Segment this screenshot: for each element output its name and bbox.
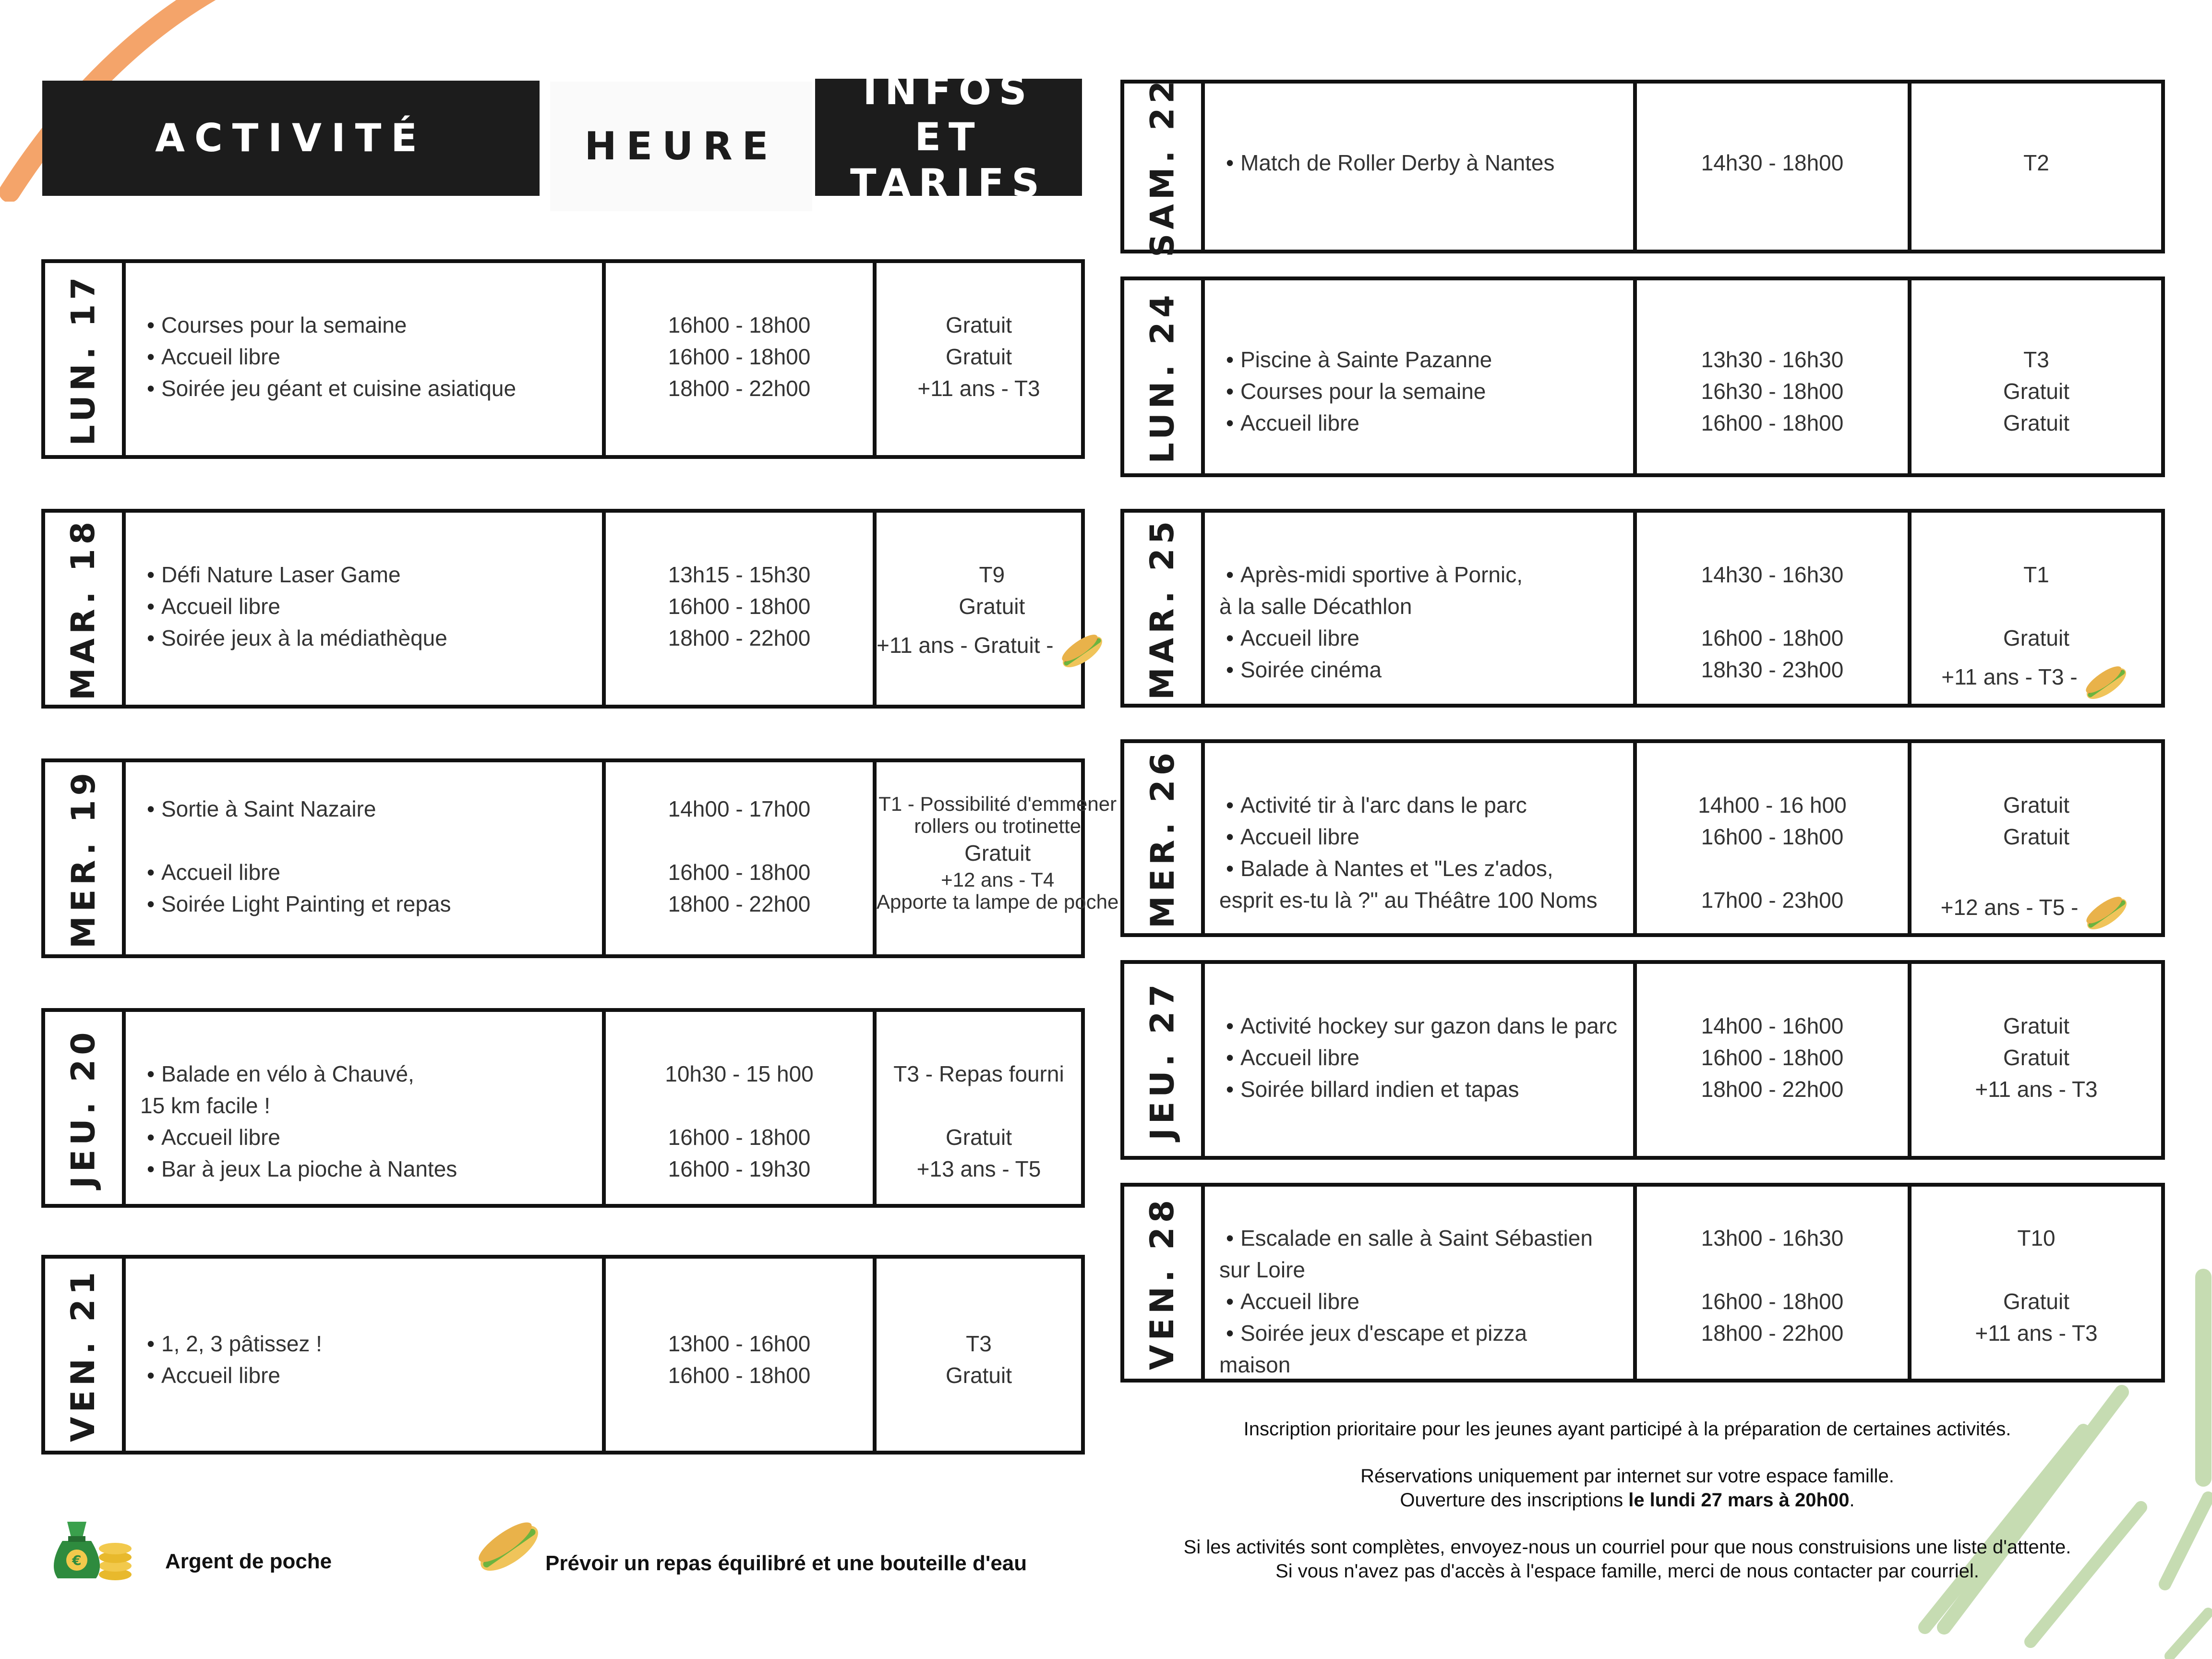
day-label: JEU. 27 [1143,979,1182,1141]
info-item: Gratuit [2003,1013,2070,1038]
time-item: 16h00 - 18h00 [668,860,811,885]
activity-item: • Accueil libre [140,341,602,373]
info-item: Gratuit [2003,824,2070,849]
info-item: T3 - Repas fourni [893,1061,1064,1086]
times-cell [1633,1187,1908,1379]
time-item: 18h00 - 22h00 [668,625,811,650]
schedule-row [1120,739,2165,937]
time-item: 16h00 - 18h00 [668,313,811,337]
info-item: Gratuit [2003,625,2070,650]
activity-item: • Soirée jeux à la médiathèque [140,622,602,654]
time-item: 16h00 - 18h00 [668,344,811,369]
day-label: VEN. 21 [64,1267,103,1442]
note-full-line2: Si vous n'avez pas d'accès à l'espace famille, merci de nous contacter par courriel. [1275,1561,1979,1582]
time-item: 18h00 - 22h00 [1701,1077,1844,1102]
schedule-row [1120,1183,2165,1382]
time-item: 16h00 - 18h00 [668,594,811,619]
time-item: 16h00 - 19h30 [668,1156,811,1181]
legend-money-label: Argent de poche [165,1550,332,1573]
activity-item: • Balade à Nantes et "Les z'ados, [1219,853,1633,884]
header-heure: HEURE [550,82,812,211]
times-cell [1633,964,1908,1156]
infos-cell [873,263,1081,455]
time-item: 13h00 - 16h30 [1701,1226,1844,1250]
activity-item: esprit es-tu là ?" au Théâtre 100 Noms [1219,888,1598,913]
note-reservations: Réservations uniquement par internet sur votre espace famille. [1360,1466,1894,1487]
infos-cell [1908,743,2161,933]
info-item: +11 ans - T3 [1975,1077,2098,1102]
note-opening: Ouverture des inscriptions le lundi 27 mars à 20h00. [1400,1490,1855,1511]
day-label: VEN. 28 [1143,1195,1182,1370]
infos-cell [873,762,1118,954]
activity-item: • Soirée cinéma [1219,654,1633,685]
activity-item: • Courses pour la semaine [1219,375,1633,407]
activities-cell [1201,280,1633,473]
time-item: 16h00 - 18h00 [1701,1289,1844,1314]
times-cell [1633,743,1908,933]
time-item: 13h00 - 16h00 [668,1331,811,1356]
activity-item: • Accueil libre [1219,622,1633,654]
schedule-row [41,259,1085,459]
sandwich-icon [473,1512,545,1584]
info-item: Gratuit [945,344,1012,369]
schedule-row [1120,276,2165,477]
time-item: 10h30 - 15 h00 [665,1061,814,1086]
info-item: +12 ans - T4 [941,868,1055,891]
info-item: Gratuit [964,841,1031,866]
activities-cell [1201,84,1633,250]
svg-text:€: € [72,1552,82,1568]
activities-cell [122,762,602,954]
time-item: 14h00 - 16h00 [1701,1013,1844,1038]
schedule-row [41,1008,1085,1208]
time-item: 16h00 - 18h00 [1701,625,1844,650]
time-item: 13h30 - 16h30 [1701,347,1844,372]
times-cell [602,762,873,954]
infos-cell [1908,964,2161,1156]
info-item: Gratuit [2003,1045,2070,1070]
day-label: SAM. 22 [1143,76,1182,257]
activity-item: • Après-midi sportive à Pornic, [1219,559,1633,590]
infos-cell [873,1259,1081,1451]
infos-cell [1908,1187,2161,1379]
money-bag-icon [43,1512,134,1584]
schedule-row [1120,509,2165,708]
activities-cell [1201,964,1633,1156]
time-item: 16h00 - 18h00 [1701,824,1844,849]
activity-item: • Accueil libre [140,590,602,622]
activity-item: sur Loire [1219,1257,1305,1282]
schedule-row [41,758,1119,958]
note-full-line1: Si les activités sont complètes, envoyez-nous un courriel pour que nous construisions une liste d'attente. [1183,1537,2071,1558]
activity-item: à la salle Décathlon [1219,594,1412,619]
infos-cell [873,1012,1081,1204]
info-item: Apporte ta lampe de poche [877,890,1119,913]
info-item: Gratuit [945,313,1012,337]
sandwich-icon [2081,659,2131,709]
activity-item: • Accueil libre [1219,821,1633,853]
activity-item: • Soirée jeu géant et cuisine asiatique [140,373,602,404]
info-item: Gratuit [2003,410,2070,435]
info-item: +11 ans - T3 - [1911,654,2161,704]
activities-cell [1201,1187,1633,1379]
info-item: Gratuit [959,594,1025,619]
info-item: +12 ans - T5 - [1911,884,2161,934]
activity-item: • Accueil libre [1219,1042,1633,1073]
sandwich-icon [1058,627,1107,677]
activity-item: • Accueil libre [1219,407,1633,439]
info-item: +11 ans - T3 [917,376,1040,401]
activities-cell [1201,513,1633,704]
note-priority: Inscription prioritaire pour les jeunes ayant participé à la préparation de certaines activités. [1243,1419,2011,1440]
times-cell [1633,513,1908,704]
day-label: MER. 19 [64,768,103,949]
info-item: +13 ans - T5 [916,1156,1041,1181]
schedule-row [41,1255,1085,1455]
day-label: MAR. 25 [1143,517,1182,700]
info-item: T1 - Possibilité d'emmener [878,793,1117,815]
time-item: 16h00 - 18h00 [668,1125,811,1150]
header-activite: ACTIVITÉ [42,81,540,196]
times-cell [1633,280,1908,473]
time-item: 14h30 - 18h00 [1701,150,1844,175]
activity-item: • Activité hockey sur gazon dans le parc [1219,1010,1633,1042]
times-cell [602,1012,873,1204]
sandwich-icon [2082,889,2132,939]
activity-item: • Sortie à Saint Nazaire [140,793,602,825]
time-item: 18h30 - 23h00 [1701,657,1844,682]
times-cell [602,1259,873,1451]
activity-item: • 1, 2, 3 pâtissez ! [140,1328,602,1359]
activities-cell [122,1259,602,1451]
time-item: 18h00 - 22h00 [668,891,811,916]
activities-cell [122,1012,602,1204]
time-item: 16h00 - 18h00 [1701,410,1844,435]
day-label: LUN. 24 [1143,290,1182,464]
activity-item: • Soirée Light Painting et repas [140,888,602,920]
schedule-row [41,509,1085,709]
activity-item: • Courses pour la semaine [140,309,602,341]
day-label: LUN. 17 [64,272,103,446]
infos-cell [1908,513,2161,704]
activity-item: maison [1219,1352,1291,1377]
activity-item: • Bar à jeux La pioche à Nantes [140,1153,602,1185]
info-item: +11 ans - T3 [1975,1321,2098,1346]
info-item: T2 [2023,150,2049,175]
info-item: Gratuit [2003,793,2070,817]
info-item: T1 [2023,562,2049,587]
activity-item: • Activité tir à l'arc dans le parc [1219,789,1633,821]
infos-cell [873,513,1107,705]
time-item: 18h00 - 22h00 [668,376,811,401]
time-item: 16h30 - 18h00 [1701,379,1844,404]
day-label: MER. 26 [1143,748,1182,928]
activity-item: • Accueil libre [140,856,602,888]
info-item: Gratuit [945,1363,1012,1388]
activity-item: • Match de Roller Derby à Nantes [1219,147,1633,179]
info-item: T3 [966,1331,992,1356]
schedule-row [1120,76,2165,257]
activity-item: • Accueil libre [140,1121,602,1153]
activity-item: • Accueil libre [1219,1286,1633,1317]
time-item: 13h15 - 15h30 [668,562,811,587]
schedule-row [1120,960,2165,1160]
activities-cell [1201,743,1633,933]
time-item: 18h00 - 22h00 [1701,1321,1844,1346]
info-item: T9 [979,562,1005,587]
info-item: Gratuit [2003,379,2070,404]
day-label: MAR. 18 [64,517,103,700]
activity-item: • Soirée jeux d'escape et pizza [1219,1317,1633,1349]
activity-item: • Accueil libre [140,1359,602,1391]
activity-item: • Piscine à Sainte Pazanne [1219,344,1633,375]
day-label: JEU. 20 [64,1027,103,1189]
info-item: Gratuit [2003,1289,2070,1314]
times-cell [602,513,873,705]
info-item: rollers ou trotinette [914,815,1082,837]
notes-block [1123,1417,2131,1583]
activities-cell [122,263,602,455]
times-cell [1633,84,1908,250]
time-item: 14h00 - 16 h00 [1698,793,1847,817]
infos-cell [1908,84,2161,250]
time-item: 16h00 - 18h00 [1701,1045,1844,1070]
time-item: 16h00 - 18h00 [668,1363,811,1388]
info-item: T10 [2017,1226,2056,1250]
activity-item: • Défi Nature Laser Game [140,559,602,590]
info-item: +11 ans - Gratuit - [877,622,1107,672]
activity-item: 15 km facile ! [140,1093,270,1118]
activity-item: • Soirée billard indien et tapas [1219,1073,1633,1105]
info-item: Gratuit [945,1125,1012,1150]
info-item: T3 [2023,347,2049,372]
infos-cell [1908,280,2161,473]
activities-cell [122,513,602,705]
header-infos: INFOS ET TARIFS [815,79,1082,196]
time-item: 17h00 - 23h00 [1701,888,1844,913]
legend-meal-label: Prévoir un repas équilibré et une bouteille d'eau [545,1551,1027,1575]
activity-item: • Escalade en salle à Saint Sébastien [1219,1222,1633,1254]
time-item: 14h30 - 16h30 [1701,562,1844,587]
activity-item: • Balade en vélo à Chauvé, [140,1058,602,1090]
time-item: 14h00 - 17h00 [668,796,811,821]
times-cell [602,263,873,455]
